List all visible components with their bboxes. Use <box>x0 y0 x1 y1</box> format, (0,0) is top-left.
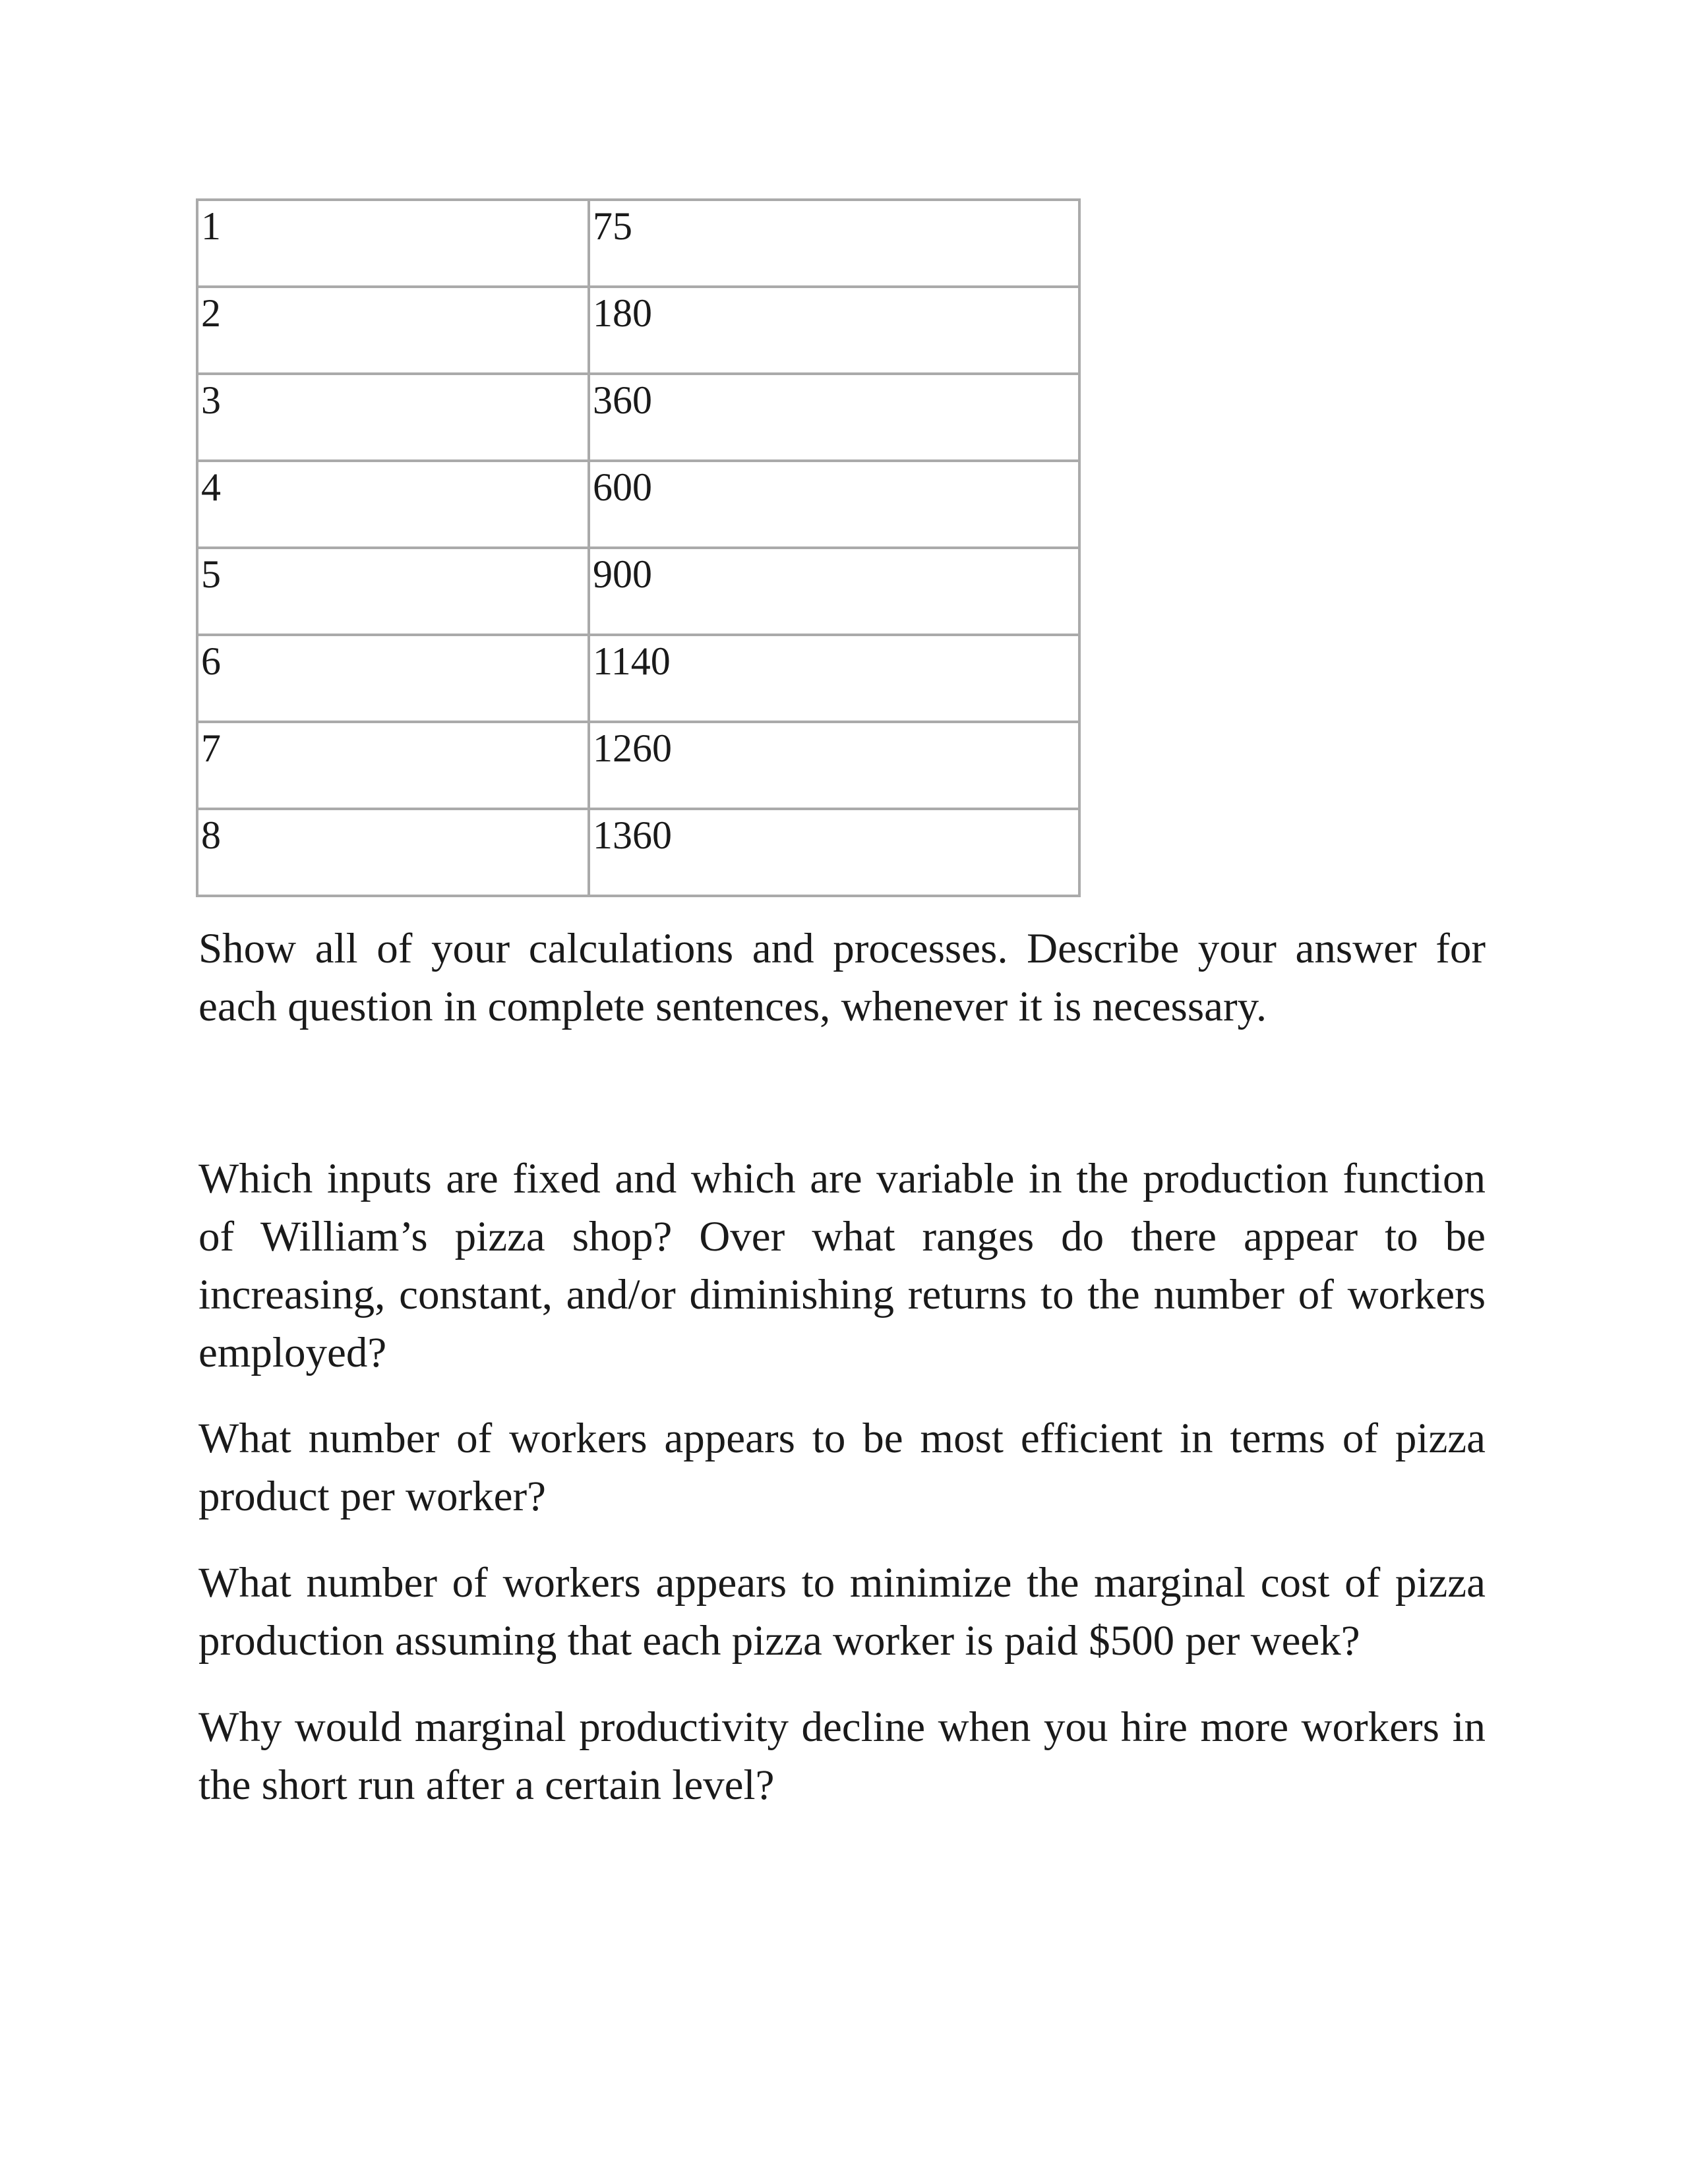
output-cell: 900 <box>589 548 1079 635</box>
table-row <box>197 200 1079 287</box>
production-table <box>196 198 1081 897</box>
question-paragraph: What number of workers appears to be most efficient in terms of pizza product per worker? <box>198 1415 1486 1520</box>
workers-cell: 6 <box>197 635 589 722</box>
table-row <box>197 287 1079 374</box>
workers-cell: 3 <box>197 374 589 461</box>
workers-cell: 4 <box>197 461 589 548</box>
output-cell: 1140 <box>589 635 1079 722</box>
output-cell: 360 <box>589 374 1079 461</box>
workers-cell: 2 <box>197 287 589 374</box>
table-row <box>197 809 1079 896</box>
table-row <box>197 635 1079 722</box>
question-paragraph: What number of workers appears to minimize the marginal cost of pizza production assuming that each pizza worker is paid $500 per week? <box>198 1559 1486 1665</box>
table-row <box>197 461 1079 548</box>
table-row <box>197 548 1079 635</box>
output-cell: 1260 <box>589 722 1079 809</box>
table-row <box>197 374 1079 461</box>
question-paragraph: Which inputs are fixed and which are variable in the production function of William’s pizza shop? Over what ranges do there appear to be increasing, constant, and/or diminishing returns to the number of workers employed? <box>198 1155 1486 1376</box>
output-cell: 1360 <box>589 809 1079 896</box>
workers-cell: 5 <box>197 548 589 635</box>
table-row <box>197 722 1079 809</box>
output-cell: 600 <box>589 461 1079 548</box>
workers-cell: 1 <box>197 200 589 287</box>
instructions-paragraph: Show all of your calculations and processes. Describe your answer for each question in complete sentences, whenever it is necessary. <box>198 925 1486 1030</box>
output-cell: 180 <box>589 287 1079 374</box>
workers-cell: 7 <box>197 722 589 809</box>
workers-cell: 8 <box>197 809 589 896</box>
question-paragraph: Why would marginal productivity decline when you hire more workers in the short run after a certain level? <box>198 1703 1486 1809</box>
output-cell: 75 <box>589 200 1079 287</box>
